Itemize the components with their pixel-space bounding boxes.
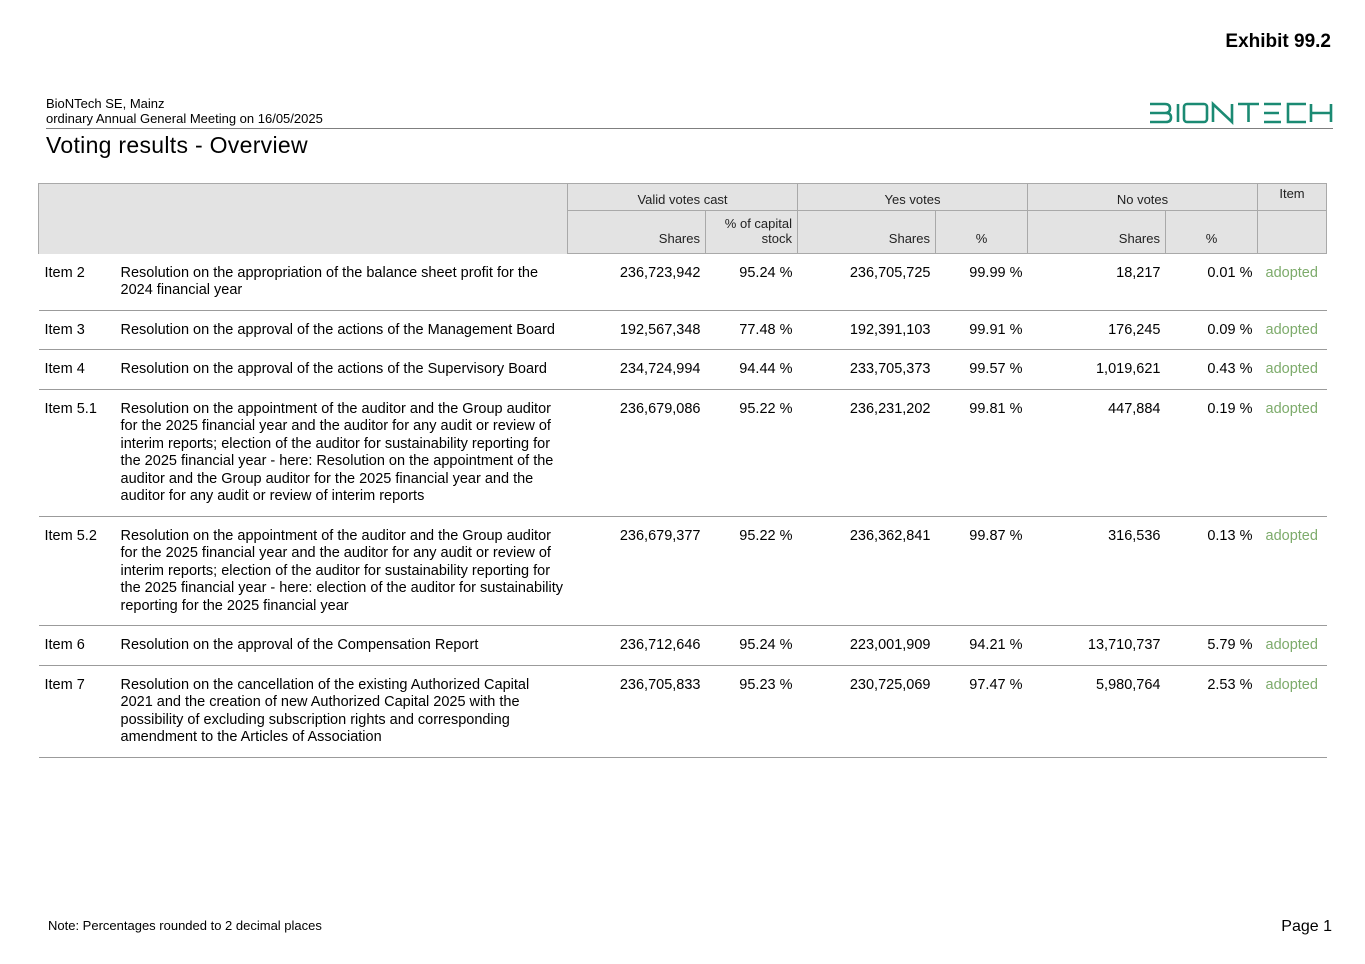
biontech-logo bbox=[1146, 98, 1334, 128]
header-yes-shares: Shares bbox=[798, 211, 936, 254]
exhibit-label: Exhibit 99.2 bbox=[1225, 31, 1331, 52]
no-shares: 316,536 bbox=[1028, 516, 1166, 626]
valid-pct-capital: 95.24 % bbox=[706, 254, 798, 311]
table-row bbox=[39, 516, 1327, 626]
table-row bbox=[39, 254, 1327, 311]
header-divider bbox=[46, 128, 1333, 129]
valid-pct-capital: 94.44 % bbox=[706, 350, 798, 390]
no-shares: 13,710,737 bbox=[1028, 626, 1166, 666]
yes-pct: 99.87 % bbox=[936, 516, 1028, 626]
status-badge: adopted bbox=[1258, 350, 1327, 390]
yes-shares: 236,362,841 bbox=[798, 516, 936, 626]
no-pct: 0.09 % bbox=[1166, 310, 1258, 350]
valid-pct-capital: 95.22 % bbox=[706, 516, 798, 626]
no-shares: 447,884 bbox=[1028, 389, 1166, 516]
yes-shares: 236,231,202 bbox=[798, 389, 936, 516]
status-badge: adopted bbox=[1258, 665, 1327, 757]
item-description: Resolution on the appointment of the auditor and the Group auditor for the 2025 financial year and the auditor for any audit or review of interim reports; election of the auditor for sustainability reporting for the 2025 financial year - here: election of the auditor for sustainability reporting for the 2025 financial year bbox=[116, 516, 568, 626]
valid-shares: 236,679,377 bbox=[568, 516, 706, 626]
valid-shares: 192,567,348 bbox=[568, 310, 706, 350]
page-title: Voting results - Overview bbox=[46, 132, 308, 158]
no-shares: 18,217 bbox=[1028, 254, 1166, 311]
status-badge: adopted bbox=[1258, 389, 1327, 516]
item-number: Item 3 bbox=[39, 310, 116, 350]
footnote: Note: Percentages rounded to 2 decimal places bbox=[48, 918, 322, 933]
item-number: Item 7 bbox=[39, 665, 116, 757]
company-name: BioNTech SE, Mainz bbox=[46, 96, 165, 111]
logo-text: BIONTECH bbox=[1146, 98, 1152, 99]
header-no-shares: Shares bbox=[1028, 211, 1166, 254]
status-badge: adopted bbox=[1258, 626, 1327, 666]
item-description: Resolution on the approval of the actions of the Management Board bbox=[116, 310, 568, 350]
page-number: Page 1 bbox=[1281, 918, 1332, 935]
status-badge: adopted bbox=[1258, 254, 1327, 311]
table-row bbox=[39, 350, 1327, 390]
voting-results-table bbox=[38, 183, 1327, 758]
company-info bbox=[46, 96, 323, 126]
table-row bbox=[39, 626, 1327, 666]
no-pct: 2.53 % bbox=[1166, 665, 1258, 757]
item-number: Item 5.1 bbox=[39, 389, 116, 516]
header-item-status: Item bbox=[1258, 184, 1327, 211]
valid-pct-capital: 95.23 % bbox=[706, 665, 798, 757]
status-badge: adopted bbox=[1258, 310, 1327, 350]
yes-pct: 99.91 % bbox=[936, 310, 1028, 350]
valid-shares: 236,723,942 bbox=[568, 254, 706, 311]
yes-shares: 236,705,725 bbox=[798, 254, 936, 311]
valid-shares: 236,705,833 bbox=[568, 665, 706, 757]
valid-shares: 236,712,646 bbox=[568, 626, 706, 666]
item-description: Resolution on the approval of the Compensation Report bbox=[116, 626, 568, 666]
no-pct: 0.13 % bbox=[1166, 516, 1258, 626]
item-description: Resolution on the approval of the actions of the Supervisory Board bbox=[116, 350, 568, 390]
no-shares: 176,245 bbox=[1028, 310, 1166, 350]
header-no-votes: No votes bbox=[1028, 184, 1258, 211]
yes-pct: 99.81 % bbox=[936, 389, 1028, 516]
no-pct: 0.01 % bbox=[1166, 254, 1258, 311]
meeting-info: ordinary Annual General Meeting on 16/05/2025 bbox=[46, 111, 323, 126]
valid-shares: 234,724,994 bbox=[568, 350, 706, 390]
no-shares: 1,019,621 bbox=[1028, 350, 1166, 390]
valid-pct-capital: 95.22 % bbox=[706, 389, 798, 516]
no-shares: 5,980,764 bbox=[1028, 665, 1166, 757]
valid-pct-capital: 95.24 % bbox=[706, 626, 798, 666]
item-number: Item 6 bbox=[39, 626, 116, 666]
item-description: Resolution on the appointment of the auditor and the Group auditor for the 2025 financial year and the auditor for any audit or review of interim reports; election of the auditor for sustainability reporting for the 2025 financial year - here: Resolution on the appointment of the auditor and the Group auditor for the 2025 financial year and the auditor for any audit or review of interim reports bbox=[116, 389, 568, 516]
yes-pct: 97.47 % bbox=[936, 665, 1028, 757]
yes-shares: 233,705,373 bbox=[798, 350, 936, 390]
status-badge: adopted bbox=[1258, 516, 1327, 626]
item-description: Resolution on the appropriation of the balance sheet profit for the 2024 financial year bbox=[116, 254, 568, 311]
header-status-blank bbox=[1258, 211, 1327, 254]
header-row-groups bbox=[39, 184, 1327, 211]
yes-shares: 230,725,069 bbox=[798, 665, 936, 757]
table-row bbox=[39, 310, 1327, 350]
header-valid-votes: Valid votes cast bbox=[568, 184, 798, 211]
no-pct: 0.19 % bbox=[1166, 389, 1258, 516]
valid-shares: 236,679,086 bbox=[568, 389, 706, 516]
yes-shares: 223,001,909 bbox=[798, 626, 936, 666]
item-description: Resolution on the cancellation of the existing Authorized Capital 2021 and the creation of new Authorized Capital 2025 with the possibility of excluding subscription rights and corresponding amendment to the Articles of Association bbox=[116, 665, 568, 757]
item-number: Item 2 bbox=[39, 254, 116, 311]
header-no-pct: % bbox=[1166, 211, 1258, 254]
yes-shares: 192,391,103 bbox=[798, 310, 936, 350]
header-yes-votes: Yes votes bbox=[798, 184, 1028, 211]
valid-pct-capital: 77.48 % bbox=[706, 310, 798, 350]
table-row bbox=[39, 665, 1327, 757]
no-pct: 0.43 % bbox=[1166, 350, 1258, 390]
header-yes-pct: % bbox=[936, 211, 1028, 254]
yes-pct: 99.99 % bbox=[936, 254, 1028, 311]
yes-pct: 99.57 % bbox=[936, 350, 1028, 390]
table-row bbox=[39, 389, 1327, 516]
header-blank bbox=[39, 184, 568, 254]
no-pct: 5.79 % bbox=[1166, 626, 1258, 666]
header-valid-shares: Shares bbox=[568, 211, 706, 254]
item-number: Item 5.2 bbox=[39, 516, 116, 626]
item-number: Item 4 bbox=[39, 350, 116, 390]
yes-pct: 94.21 % bbox=[936, 626, 1028, 666]
header-valid-pct-capital: % of capital stock bbox=[706, 211, 798, 254]
